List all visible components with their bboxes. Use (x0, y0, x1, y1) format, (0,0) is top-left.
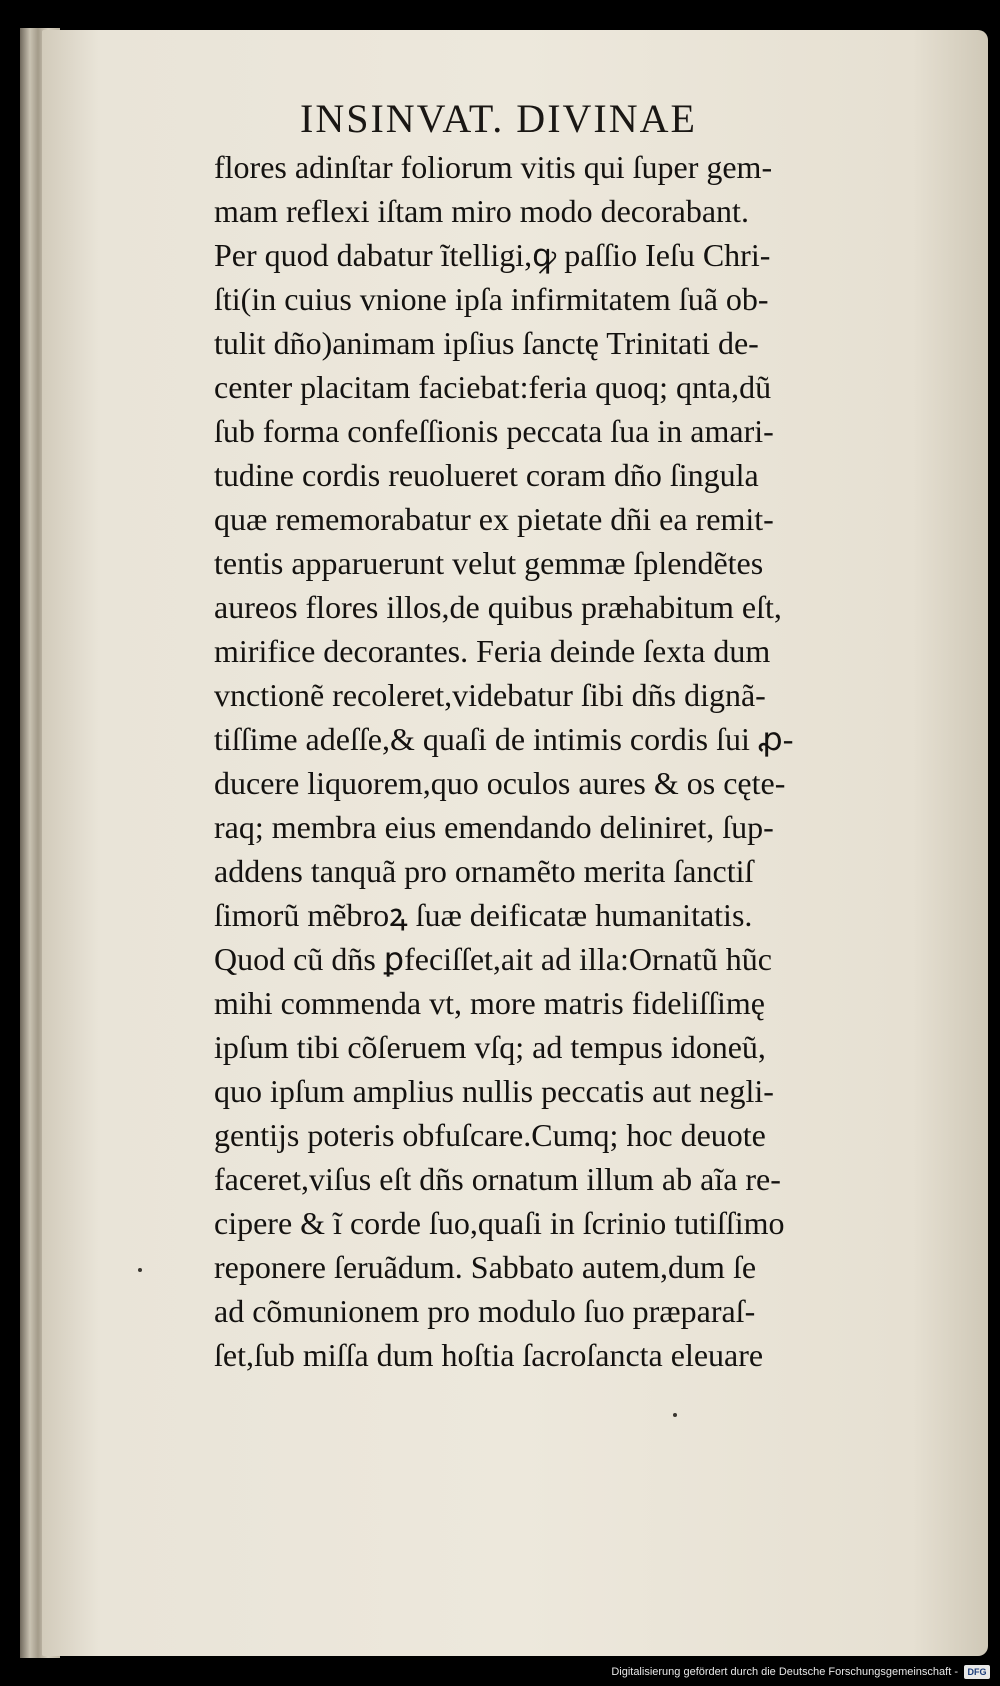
text-line: mam reflexi iſtam miro modo decorabant. (214, 193, 749, 229)
text-line: tulit dño)animam ipſius ſanctę Trinitati de- (214, 325, 759, 361)
running-head: INSINVAT. DIVINAE (300, 96, 697, 141)
text-line: mirifice decorantes. Feria deinde ſexta dum (214, 633, 771, 669)
text-line: gentijs poteris obfuſcare.Cumq; hoc deuote (214, 1117, 766, 1153)
text-line: tentis apparuerunt velut gemmæ ſplendẽtes (214, 545, 764, 581)
text-line: ſti(in cuius vnione ipſa infirmitatem ſuã ob- (214, 281, 769, 317)
dfg-logo: DFG (964, 1665, 990, 1679)
text-line: mihi commenda vt, more matris fideliſſimę (214, 985, 765, 1021)
text-line: quæ rememorabatur ex pietate dñi ea remit- (214, 501, 774, 537)
text-line: tudine cordis reuolueret coram dño ſingula (214, 457, 759, 493)
text-line: flores adinſtar foliorum vitis qui ſuper gem- (214, 149, 773, 185)
text-line: cipere & ĩ corde ſuo,quaſi in ſcrinio tutiſſimo (214, 1205, 785, 1241)
text-line: ipſum tibi cõſeruem vſq; ad tempus idoneũ, (214, 1029, 766, 1065)
text-line: aureos flores illos,de quibus præhabitum eſt, (214, 589, 782, 625)
text-line: vnctionẽ recoleret,videbatur ſibi dñs dignã- (214, 677, 766, 713)
text-line: addens tanquã pro ornamẽto merita ſanctiſ (214, 853, 754, 889)
speck-mark (673, 1413, 677, 1417)
text-line: ducere liquorem,quo oculos aures & os cęte- (214, 765, 786, 801)
text-line: quo ipſum amplius nullis peccatis aut negli- (214, 1073, 774, 1109)
text-line: center placitam faciebat:feria quoq; qnta,dũ (214, 369, 772, 405)
text-line: Per quod dabatur ĩtelligi,ꝙ paſſio Ieſu Chri- (214, 237, 771, 273)
body-text (214, 145, 934, 1377)
text-line: tiſſime adeſſe,& quaſi de intimis cordis ſui ꝓ- (214, 721, 794, 757)
text-line: ſet,ſub miſſa dum hoſtia ſacroſancta eleuare (214, 1337, 764, 1373)
text-line: Quod cũ dñs ꝑfeciſſet,ait ad illa:Ornatũ hũc (214, 941, 772, 977)
footer-credit (611, 1662, 990, 1682)
text-line: ſimorũ mẽbroꝝ ſuæ deificatæ humanitatis. (214, 897, 753, 933)
speck-mark (138, 1268, 142, 1272)
text-line: faceret,viſus eſt dñs ornatum illum ab aĩa re- (214, 1161, 781, 1197)
text-line: ſub forma confeſſionis peccata ſua in amari- (214, 413, 774, 449)
credit-text: Digitalisierung gefördert durch die Deutsche Forschungsgemeinschaft - (611, 1666, 958, 1678)
text-line: ad cõmunionem pro modulo ſuo præparaſ- (214, 1293, 756, 1329)
text-line: reponere ſeruãdum. Sabbato autem,dum ſe (214, 1249, 757, 1285)
text-line: raq; membra eius emendando deliniret, ſup- (214, 809, 774, 845)
